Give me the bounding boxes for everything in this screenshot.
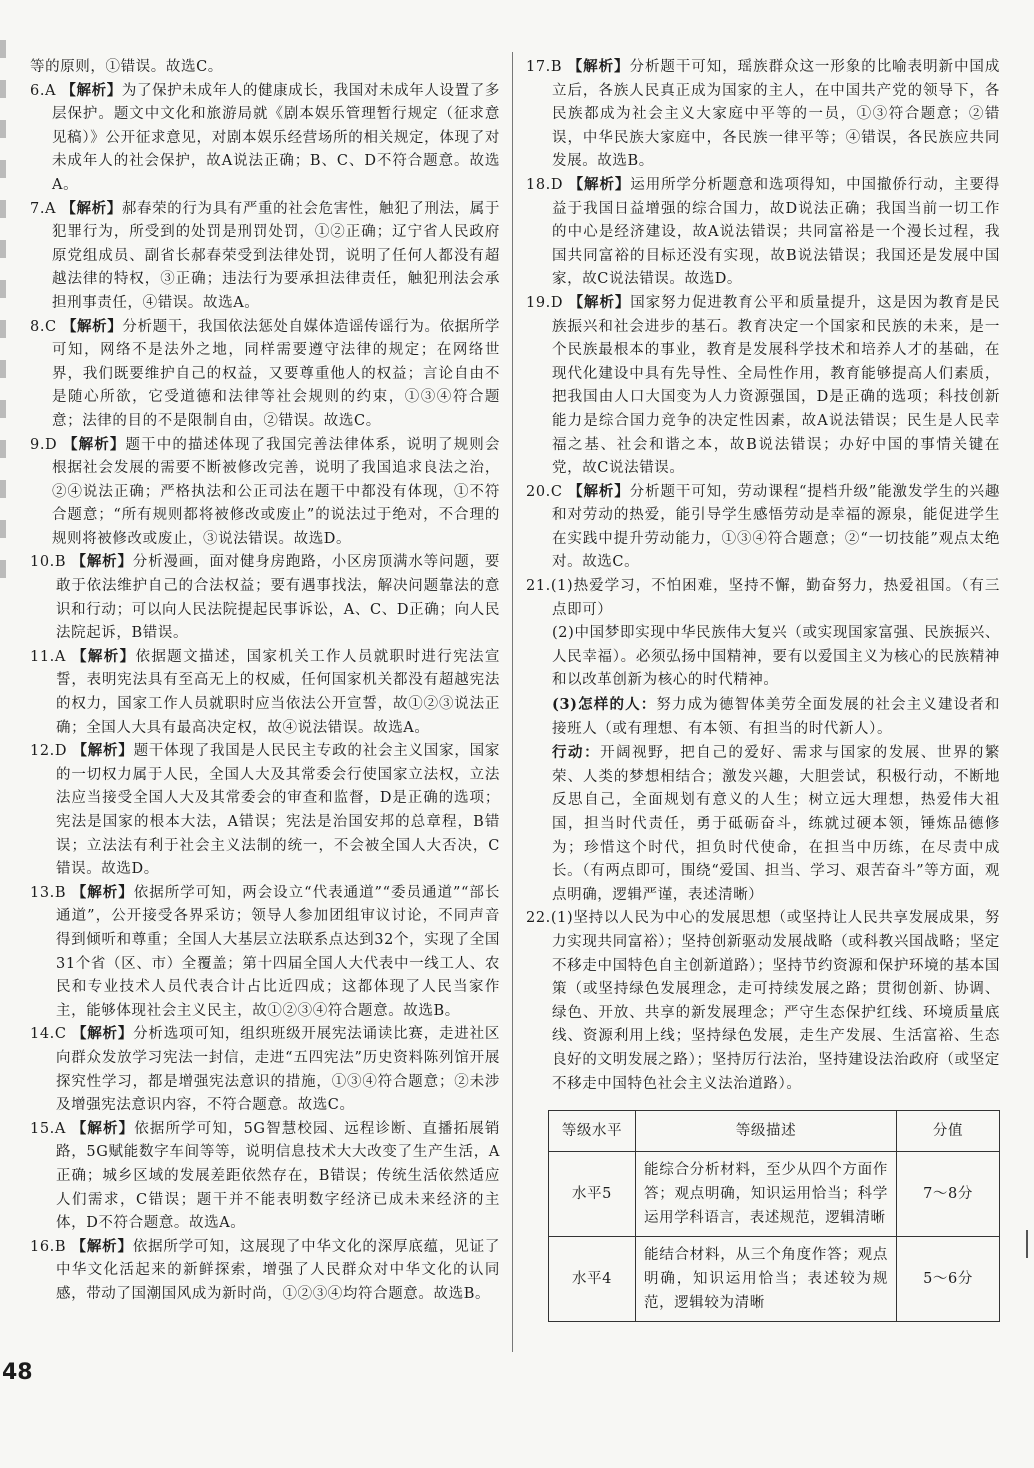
answer-number: 13.B xyxy=(30,884,67,901)
answer-item xyxy=(30,740,500,882)
answer-text: 国家努力促进教育公平和质量提升，这是因为教育是民族振兴和社会进步的基石。教育决定一个国家和民族的未来，是一个民族最根本的事业，教育是发展科学技术和培养人才的基础，在现代化建设中具有先导性、全局性作用，教育能够提高人们素质，把我国由人口大国变为人力资源强国，D是正确的选项；科技创新能力是综合国力竞争的决定性因素，故A说法错误；民生是人民幸福之基、社会和谐之本，故B说法错误；办好中国的事情关键在党，故C说法错误。 xyxy=(552,294,1000,477)
answer-number: 9.D xyxy=(30,436,58,453)
answer-number: 11.A xyxy=(30,648,66,665)
analysis-tag: 【解析】 xyxy=(61,200,122,217)
analysis-tag: 【解析】 xyxy=(567,59,630,75)
answer-item xyxy=(526,174,1000,292)
answer-text: 依据所学可知，这展现了中华文化的深厚底蕴，见证了中华文化活起来的新鲜探索，增强了人民群众对中华文化的认同感，带动了国潮国风成为新时尚，①②③④均符合题意。故选B。 xyxy=(56,1238,500,1302)
answer-21-part-1: (1)热爱学习，不怕困难，坚持不懈，勤奋努力，热爱祖国。（有三点即可） xyxy=(550,578,1000,618)
analysis-tag: 【解析】 xyxy=(63,436,126,453)
answer-text: 为了保护未成年人的健康成长，我国对未成年人设置了多层保护。题文中文化和旅游局就《剧本娱乐管理暂行规定（征求意见稿）》公开征求意见，对剧本娱乐经营场所的相关规定，体现了对未成年人的社会保护，故A说法正确；B、C、D不符合题意。故选A。 xyxy=(52,82,501,193)
analysis-tag: 【解析】 xyxy=(568,483,630,500)
answer-21-part-2: (2)中国梦即实现中华民族伟大复兴（或实现国家富强、民族振兴、人民幸福）。必须弘扬中国精神，要有以爱国主义为核心的民族精神和以改革创新为核心的时代精神。 xyxy=(552,625,1000,689)
binding-edge-strip xyxy=(0,40,6,600)
header-score: 分值 xyxy=(897,1111,1000,1152)
table-row xyxy=(549,1152,1000,1237)
margin-mark xyxy=(1026,1230,1028,1258)
row-description: 能结合材料，从三个角度作答；观点明确，知识运用恰当；表述较为规范，逻辑较为清晰 xyxy=(636,1237,897,1322)
grading-table-header xyxy=(549,1111,1000,1152)
answer-text: 题干体现了我国是人民民主专政的社会主义国家，国家的一切权力属于人民，全国人大及其常委会行使国家立法权，立法法应当接受全国人大及其常委会的审查和监督，D是正确的选项；宪法是国家的根本大法，A错误；宪法是治国安邦的总章程，B错误；立法法有利于社会主义法制的统一，不会被全国人大否决，C错误。故选D。 xyxy=(56,743,500,878)
answer-22-part-1: (1)坚持以人民为中心的发展思想（或坚持让人民共享发展成果，努力实现共同富裕）；坚持创新驱动发展战略（或科教兴国战略；坚定不移走中国特色自主创新道路）；坚持节约资源和保护环境的基本国策（或坚持绿色发展理念，走可持续发展之路；贯彻创新、协调、绿色、开放、共享的新发展理念；严守生态保护红线、环境质量底线、资源利用上线；坚持绿色发展，走生产发展、生活富裕、生态良好的文明发展之路）；坚持厉行法治，坚持建设法治政府（或坚定不移走中国特色社会主义法治道路）。 xyxy=(550,910,1000,1092)
answer-21-part-4-text: 开阔视野，把自己的爱好、需求与国家的发展、世界的繁荣、人类的梦想相结合；激发兴趣，大胆尝试，积极行动，不断地反思自己，全面规划有意义的人生；树立远大理想，热爱伟大祖国，担当时代责任，勇于砥砺奋斗，练就过硬本领，锤炼品德修为；珍惜这个时代，担负时代使命，在担当中历练，在尽责中成长。（有两点即可，围绕“爱国、担当、学习、艰苦奋斗”等方面，观点明确，逻辑严谨，表述清晰） xyxy=(552,745,1000,903)
answer-item xyxy=(30,646,500,740)
row-score: 5～6分 xyxy=(897,1237,1000,1322)
answer-item xyxy=(30,1023,500,1117)
answer-number: 20.C xyxy=(526,483,563,500)
answer-text: 题干中的描述体现了我国完善法律体系，说明了规则会根据社会发展的需要不断被修改完善，说明了我国追求良法之治，②④说法正确；严格执法和公正司法在题干中都没有体现，①不符合题意；“所有规则都将被修改或废止”的说法过于绝对，不合理的规则将被修改或废止，③说法错误。故选D。 xyxy=(52,436,500,547)
answer-number: 14.C xyxy=(30,1026,67,1043)
answer-number: 12.D xyxy=(30,743,68,760)
grading-table xyxy=(548,1110,1000,1322)
analysis-tag: 【解析】 xyxy=(568,176,631,193)
answer-number: 15.A xyxy=(30,1120,66,1137)
analysis-tag: 【解析】 xyxy=(71,554,133,571)
answer-21-part-4 xyxy=(526,741,1000,907)
answer-item xyxy=(30,1118,500,1236)
analysis-tag: 【解析】 xyxy=(568,294,631,311)
answer-text: 分析选项可知，组织班级开展宪法诵读比赛，走进社区向群众发放学习宪法一封信，走进“五四宪法”历史资料陈列馆开展探究性学习，都是增强宪法意识的措施，①③④符合题意；②未涉及增强宪法意识内容，不符合题意。故选C。 xyxy=(56,1026,500,1114)
answer-text: 分析题干，我国依法惩处自媒体造谣传谣行为。依据所学可知，网络不是法外之地，同样需要遵守法律的规定；在网络世界，我们既要维护自己的权益，又要尊重他人的权益；言论自由不是随心所欲，它受道德和法律等社会规则的约束，①③④符合题意；法律的目的不是限制自由，②错误。故选C。 xyxy=(52,318,500,429)
left-column xyxy=(30,56,500,1306)
answer-item xyxy=(30,80,500,198)
answer-item xyxy=(30,56,500,80)
answer-21-part-3 xyxy=(526,693,1000,741)
page-number: 48 xyxy=(2,1360,33,1385)
answer-number: 21. xyxy=(526,578,551,595)
header-level: 等级水平 xyxy=(549,1111,636,1152)
answer-text: 等的原则，①错误。故选C。 xyxy=(30,59,223,75)
answer-21-part-3-text: 努力成为德智体美劳全面发展的社会主义建设者和接班人（或有理想、有本领、有担当的时代新人）。 xyxy=(552,697,1000,737)
row-level: 水平4 xyxy=(549,1237,636,1322)
table-row xyxy=(549,1237,1000,1322)
analysis-tag: 【解析】 xyxy=(71,1120,135,1137)
analysis-tag: 【解析】 xyxy=(61,82,122,99)
answer-number: 7.A xyxy=(30,200,57,217)
answer-text: 分析题干可知，瑶族群众这一形象的比喻表明新中国成立后，各族人民真正成为国家的主人，在中国共产党的领导下，各民族都成为社会主义大家庭中平等的一员，①③符合题意；②错误，中华民族大家庭中，各民族一律平等；④错误，各民族应共同发展。故选B。 xyxy=(552,59,1000,170)
answer-21 xyxy=(526,575,1000,622)
answer-number: 10.B xyxy=(30,554,67,571)
analysis-tag: 【解析】 xyxy=(72,743,134,760)
answer-text: 依据题文描述，国家机关工作人员就职时进行宪法宣誓，表明宪法具有至高无上的权威，任何国家机关都没有超越宪法的权力，国家工作人员就职时应当依法公开宣誓，故①②③说法正确；全国人大具有最高决定权，故④说法错误。故选A。 xyxy=(56,648,500,736)
answer-item xyxy=(30,1236,500,1307)
analysis-tag: 【解析】 xyxy=(71,1238,133,1255)
answer-number: 18.D xyxy=(526,176,564,193)
right-answer-list xyxy=(526,56,1000,575)
header-description: 等级描述 xyxy=(636,1111,897,1152)
answer-number: 17.B xyxy=(526,59,563,75)
answer-number: 6.A xyxy=(30,82,57,99)
row-level: 水平5 xyxy=(549,1152,636,1237)
answer-item xyxy=(30,316,500,434)
analysis-tag: 【解析】 xyxy=(61,318,123,335)
answer-text: 依据所学可知，5G智慧校园、远程诊断、直播拓展销路，5G赋能数字车间等等，说明信息技术大大改变了生产生活，A正确；城乡区域的发展差距依然存在，B错误；传统生活依然适应人们需求，C错误；题干并不能表明数字经济已成未来经济的主体，D不符合题意。故选A。 xyxy=(56,1120,500,1232)
answer-item xyxy=(526,56,1000,174)
analysis-tag: 【解析】 xyxy=(71,1026,134,1043)
answer-item xyxy=(30,882,500,1024)
answer-text: 分析漫画，面对健身房跑路，小区房顶满水等问题，要敢于依法维护自己的合法权益；要有遇事找法，解决问题靠法的意识和行动；可以向人民法院提起民事诉讼，A、C、D正确；向人民法院起诉，B错误。 xyxy=(56,554,500,642)
answer-item xyxy=(526,292,1000,481)
analysis-tag: 【解析】 xyxy=(71,648,136,665)
answer-number: 22. xyxy=(526,910,551,927)
answer-item xyxy=(526,481,1000,575)
answer-text: 运用所学分析题意和选项得知，中国撤侨行动，主要得益于我国日益增强的综合国力，故D说法正确；我国当前一切工作的中心是经济建设，故A说法错误；共同富裕是一个漫长过程，我国共同富裕的目标还没有实现，故B说法错误；我国还是发展中国家，故C说法错误。故选D。 xyxy=(552,176,1000,288)
answer-text: 分析题干可知，劳动课程“提档升级”能激发学生的兴趣和对劳动的热爱，能引导学生感悟劳动是幸福的源泉，能促进学生在实践中提升劳动能力，①③④符合题意；②“一切技能”观点太绝对。故选C。 xyxy=(552,483,1001,571)
answer-number: 16.B xyxy=(30,1238,67,1255)
right-column xyxy=(526,56,1000,1322)
answer-number: 8.C xyxy=(30,318,57,335)
analysis-tag: 【解析】 xyxy=(71,884,134,901)
answer-22 xyxy=(526,907,1000,1096)
row-score: 7～8分 xyxy=(897,1152,1000,1237)
answer-text: 郝春荣的行为具有严重的社会危害性，触犯了刑法，属于犯罪行为，所受到的处罚是刑罚处罚，①②正确；辽宁省人民政府原党组成员、副省长郝春荣受到法律处罚，说明了任何人都没有超越法律的特权，③正确；违法行为要承担法律责任，触犯刑法会承担刑事责任，④错误。故选A。 xyxy=(52,200,501,311)
answer-21-part-3-lead: (3)怎样的人： xyxy=(552,696,657,714)
row-description: 能综合分析材料，至少从四个方面作答；观点明确，知识运用恰当；科学运用学科语言，表述规范，逻辑清晰 xyxy=(636,1152,897,1237)
answer-item xyxy=(30,198,500,316)
answer-item xyxy=(30,551,500,645)
answer-21-part-4-lead: 行动： xyxy=(552,744,601,762)
answer-number: 19.D xyxy=(526,294,564,311)
answer-item xyxy=(30,434,500,552)
column-divider xyxy=(512,52,513,1352)
answer-text: 依据所学可知，两会设立“代表通道”“委员通道”“部长通道”，公开接受各界采访；领导人参加团组审议讨论，不同声音得到倾听和尊重；全国人大基层立法联系点达到32个，实现了全国31个省（区、市）全覆盖；第十四届全国人大代表中一线工人、农民和专业技术人员代表合计占比近四成；这都体现了人民当家作主，能够体现社会主义民主，故①②③④符合题意。故选B。 xyxy=(56,884,500,1019)
